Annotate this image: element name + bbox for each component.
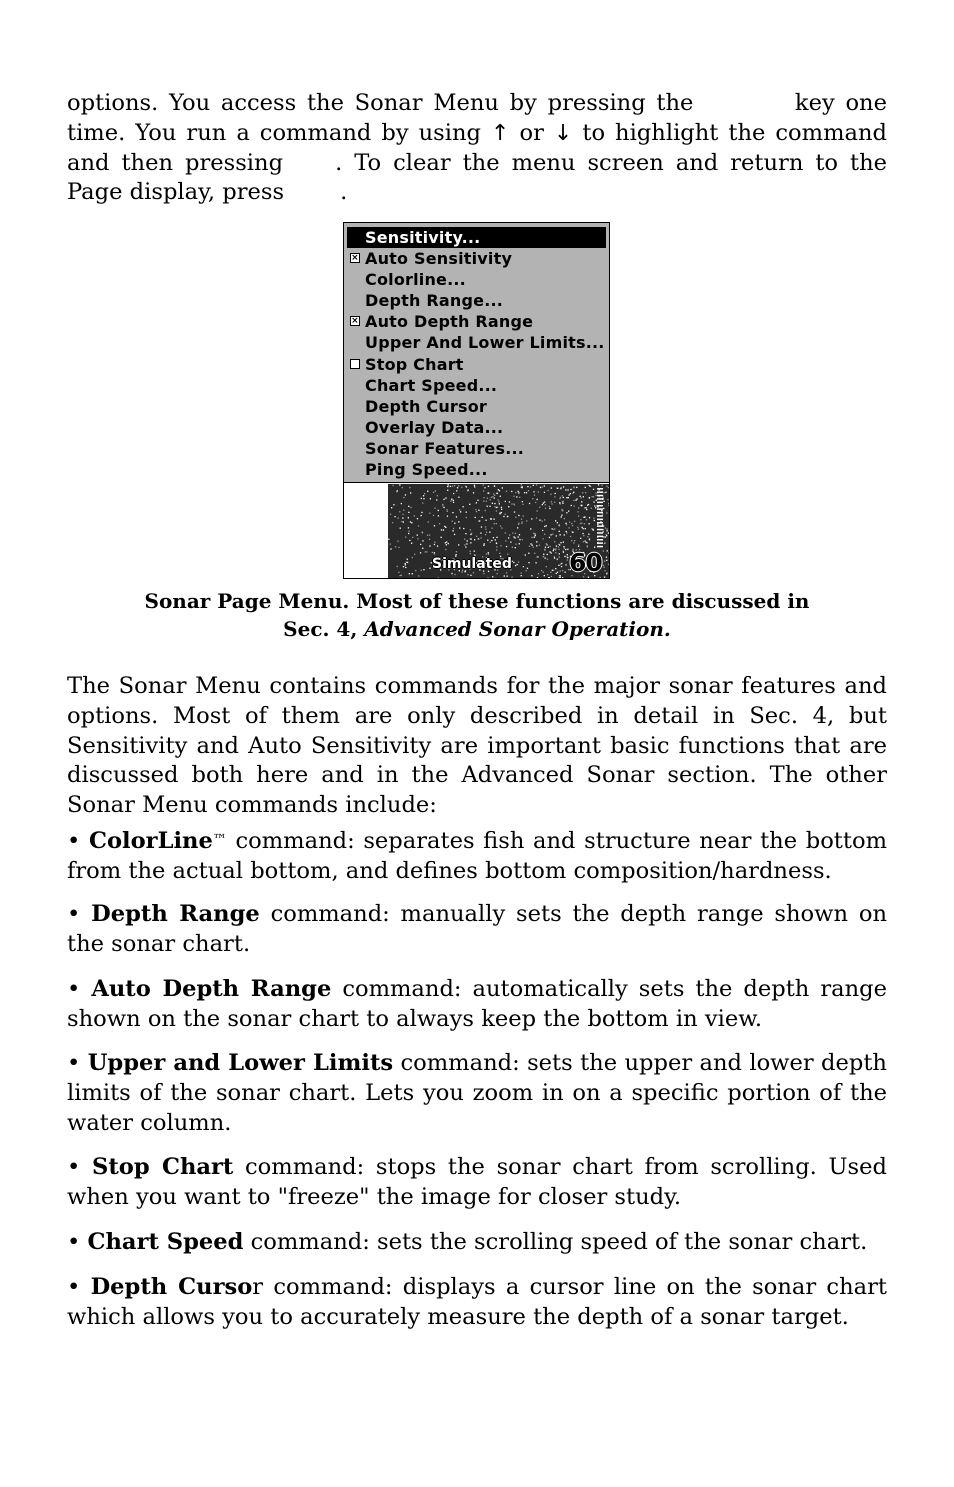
bullet-item bbox=[67, 1049, 887, 1138]
sonar-menu-item[interactable] bbox=[344, 459, 609, 480]
intro-text: or bbox=[519, 119, 544, 146]
sonar-menu-item-label: Chart Speed... bbox=[365, 375, 498, 395]
bullet-text: command: automatically sets the depth range shown on the sonar chart to always keep the bottom in view. bbox=[67, 976, 887, 1032]
bullet-marker: • bbox=[67, 1274, 81, 1300]
bullet-text: command: separates fish and structure near the bottom from the actual bottom, and defines bottom composition/hardness. bbox=[67, 828, 887, 884]
sonar-menu-item[interactable] bbox=[344, 311, 609, 332]
sonar-menu bbox=[344, 223, 609, 483]
sonar-menu-item-label: Depth Cursor bbox=[365, 396, 488, 416]
simulated-label: Simulated bbox=[432, 556, 512, 572]
caption-italic: Advanced Sonar Operation. bbox=[364, 616, 671, 641]
sonar-menu-item-label: Colorline... bbox=[365, 270, 466, 290]
caption-line: Sonar Page Menu. Most of these functions are discussed in bbox=[144, 589, 810, 613]
bullet-term: Depth Range bbox=[91, 901, 260, 927]
bullet-marker: • bbox=[67, 1229, 81, 1255]
sonar-menu-item[interactable] bbox=[344, 248, 609, 269]
body-paragraph: The Sonar Menu contains commands for the major sonar features and options. Most of them are only described in detail in Sec. 4, but Sensitivity and Auto Sensitivity are important basic functions that are discussed both here and in the Advanced Sonar section. The other Sonar Menu commands include: bbox=[67, 673, 887, 819]
sonar-menu-item[interactable] bbox=[347, 227, 606, 248]
intro-text: key one bbox=[794, 90, 887, 116]
bullet-marker: • bbox=[67, 976, 81, 1002]
bullet-text: command: stops the sonar chart from scrolling. Used when you want to "freeze" the image for closer study. bbox=[67, 1154, 887, 1210]
bullet-term: Auto Depth Range bbox=[91, 976, 332, 1002]
sonar-menu-item-label: Ping Speed... bbox=[365, 460, 488, 480]
bullet-item bbox=[67, 1153, 887, 1213]
bullet-marker: • bbox=[67, 1154, 81, 1180]
trademark-symbol: ™ bbox=[212, 832, 227, 848]
sonar-menu-item-label: Auto Depth Range bbox=[365, 312, 534, 332]
bullet-marker: • bbox=[67, 901, 81, 927]
up-arrow-icon: ↑ bbox=[491, 120, 510, 146]
bullet-term: Stop Chart bbox=[92, 1154, 234, 1180]
checked-checkbox-icon[interactable]: × bbox=[351, 253, 359, 264]
sonar-menu-item[interactable] bbox=[344, 417, 609, 438]
checked-checkbox-icon[interactable]: × bbox=[351, 316, 359, 327]
caption-line: Sec. 4, bbox=[283, 616, 358, 641]
bullet-text: command: sets the scrolling speed of the sonar chart. bbox=[250, 1229, 868, 1255]
sonar-menu-item[interactable] bbox=[344, 438, 609, 459]
bullet-item bbox=[67, 1273, 887, 1333]
intro-text: options. You access the Sonar Menu by pressing the bbox=[67, 90, 694, 116]
intro-text: . To clear the menu screen and return to the bbox=[335, 149, 888, 176]
sonar-menu-item[interactable] bbox=[344, 332, 609, 353]
figure-caption bbox=[67, 588, 887, 643]
intro-text: Page display, press bbox=[67, 179, 285, 206]
bullet-text: r command: displays a cursor line on the sonar chart which allows you to accurately measure the depth of a sonar target. bbox=[67, 1274, 887, 1330]
intro-text: . bbox=[340, 179, 348, 206]
down-arrow-icon: ↓ bbox=[553, 120, 573, 146]
bullet-term: Chart Speed bbox=[87, 1229, 244, 1255]
bullet-marker: • bbox=[67, 828, 81, 854]
sonar-menu-item-label: Auto Sensitivity bbox=[365, 249, 513, 269]
unchecked-checkbox-icon[interactable] bbox=[350, 359, 360, 369]
sonar-menu-item-label: Sensitivity... bbox=[365, 228, 481, 247]
bullet-text: command: sets the upper and lower depth limits of the sonar chart. Lets you zoom in on a specific portion of the water column. bbox=[67, 1050, 887, 1136]
intro-text: to highlight the command bbox=[582, 119, 887, 146]
bullet-item bbox=[67, 900, 887, 960]
bullet-item bbox=[67, 826, 887, 887]
sonar-menu-item-label: Stop Chart bbox=[365, 354, 464, 374]
sonar-menu-item-label: Upper And Lower Limits... bbox=[365, 333, 605, 353]
bullet-item bbox=[67, 1228, 887, 1258]
sonar-menu-item-label: Sonar Features... bbox=[365, 438, 525, 458]
bullet-term: Depth Curso bbox=[90, 1274, 253, 1300]
sonar-menu-item-label: Overlay Data... bbox=[365, 417, 504, 437]
sonar-menu-item[interactable] bbox=[344, 269, 609, 290]
sonar-menu-item[interactable] bbox=[344, 396, 609, 417]
intro-text: and then pressing bbox=[67, 149, 284, 176]
intro-text: time. You run a command by using bbox=[67, 119, 482, 146]
bullet-marker: • bbox=[67, 1050, 81, 1076]
bullet-item bbox=[67, 975, 887, 1035]
sonar-menu-item-label: Depth Range... bbox=[365, 291, 504, 311]
sonar-chart bbox=[344, 484, 609, 578]
sonar-menu-item[interactable] bbox=[344, 375, 609, 396]
depth-readout: 60 bbox=[569, 548, 602, 577]
sonar-screen-figure bbox=[343, 222, 610, 579]
sonar-menu-item[interactable] bbox=[344, 290, 609, 311]
intro-paragraph bbox=[67, 89, 887, 208]
bullet-term: ColorLine bbox=[88, 828, 213, 854]
bullet-text: command: manually sets the depth range shown on the sonar chart. bbox=[67, 901, 887, 957]
bullet-term: Upper and Lower Limits bbox=[87, 1050, 394, 1076]
sonar-menu-item[interactable] bbox=[344, 354, 609, 375]
